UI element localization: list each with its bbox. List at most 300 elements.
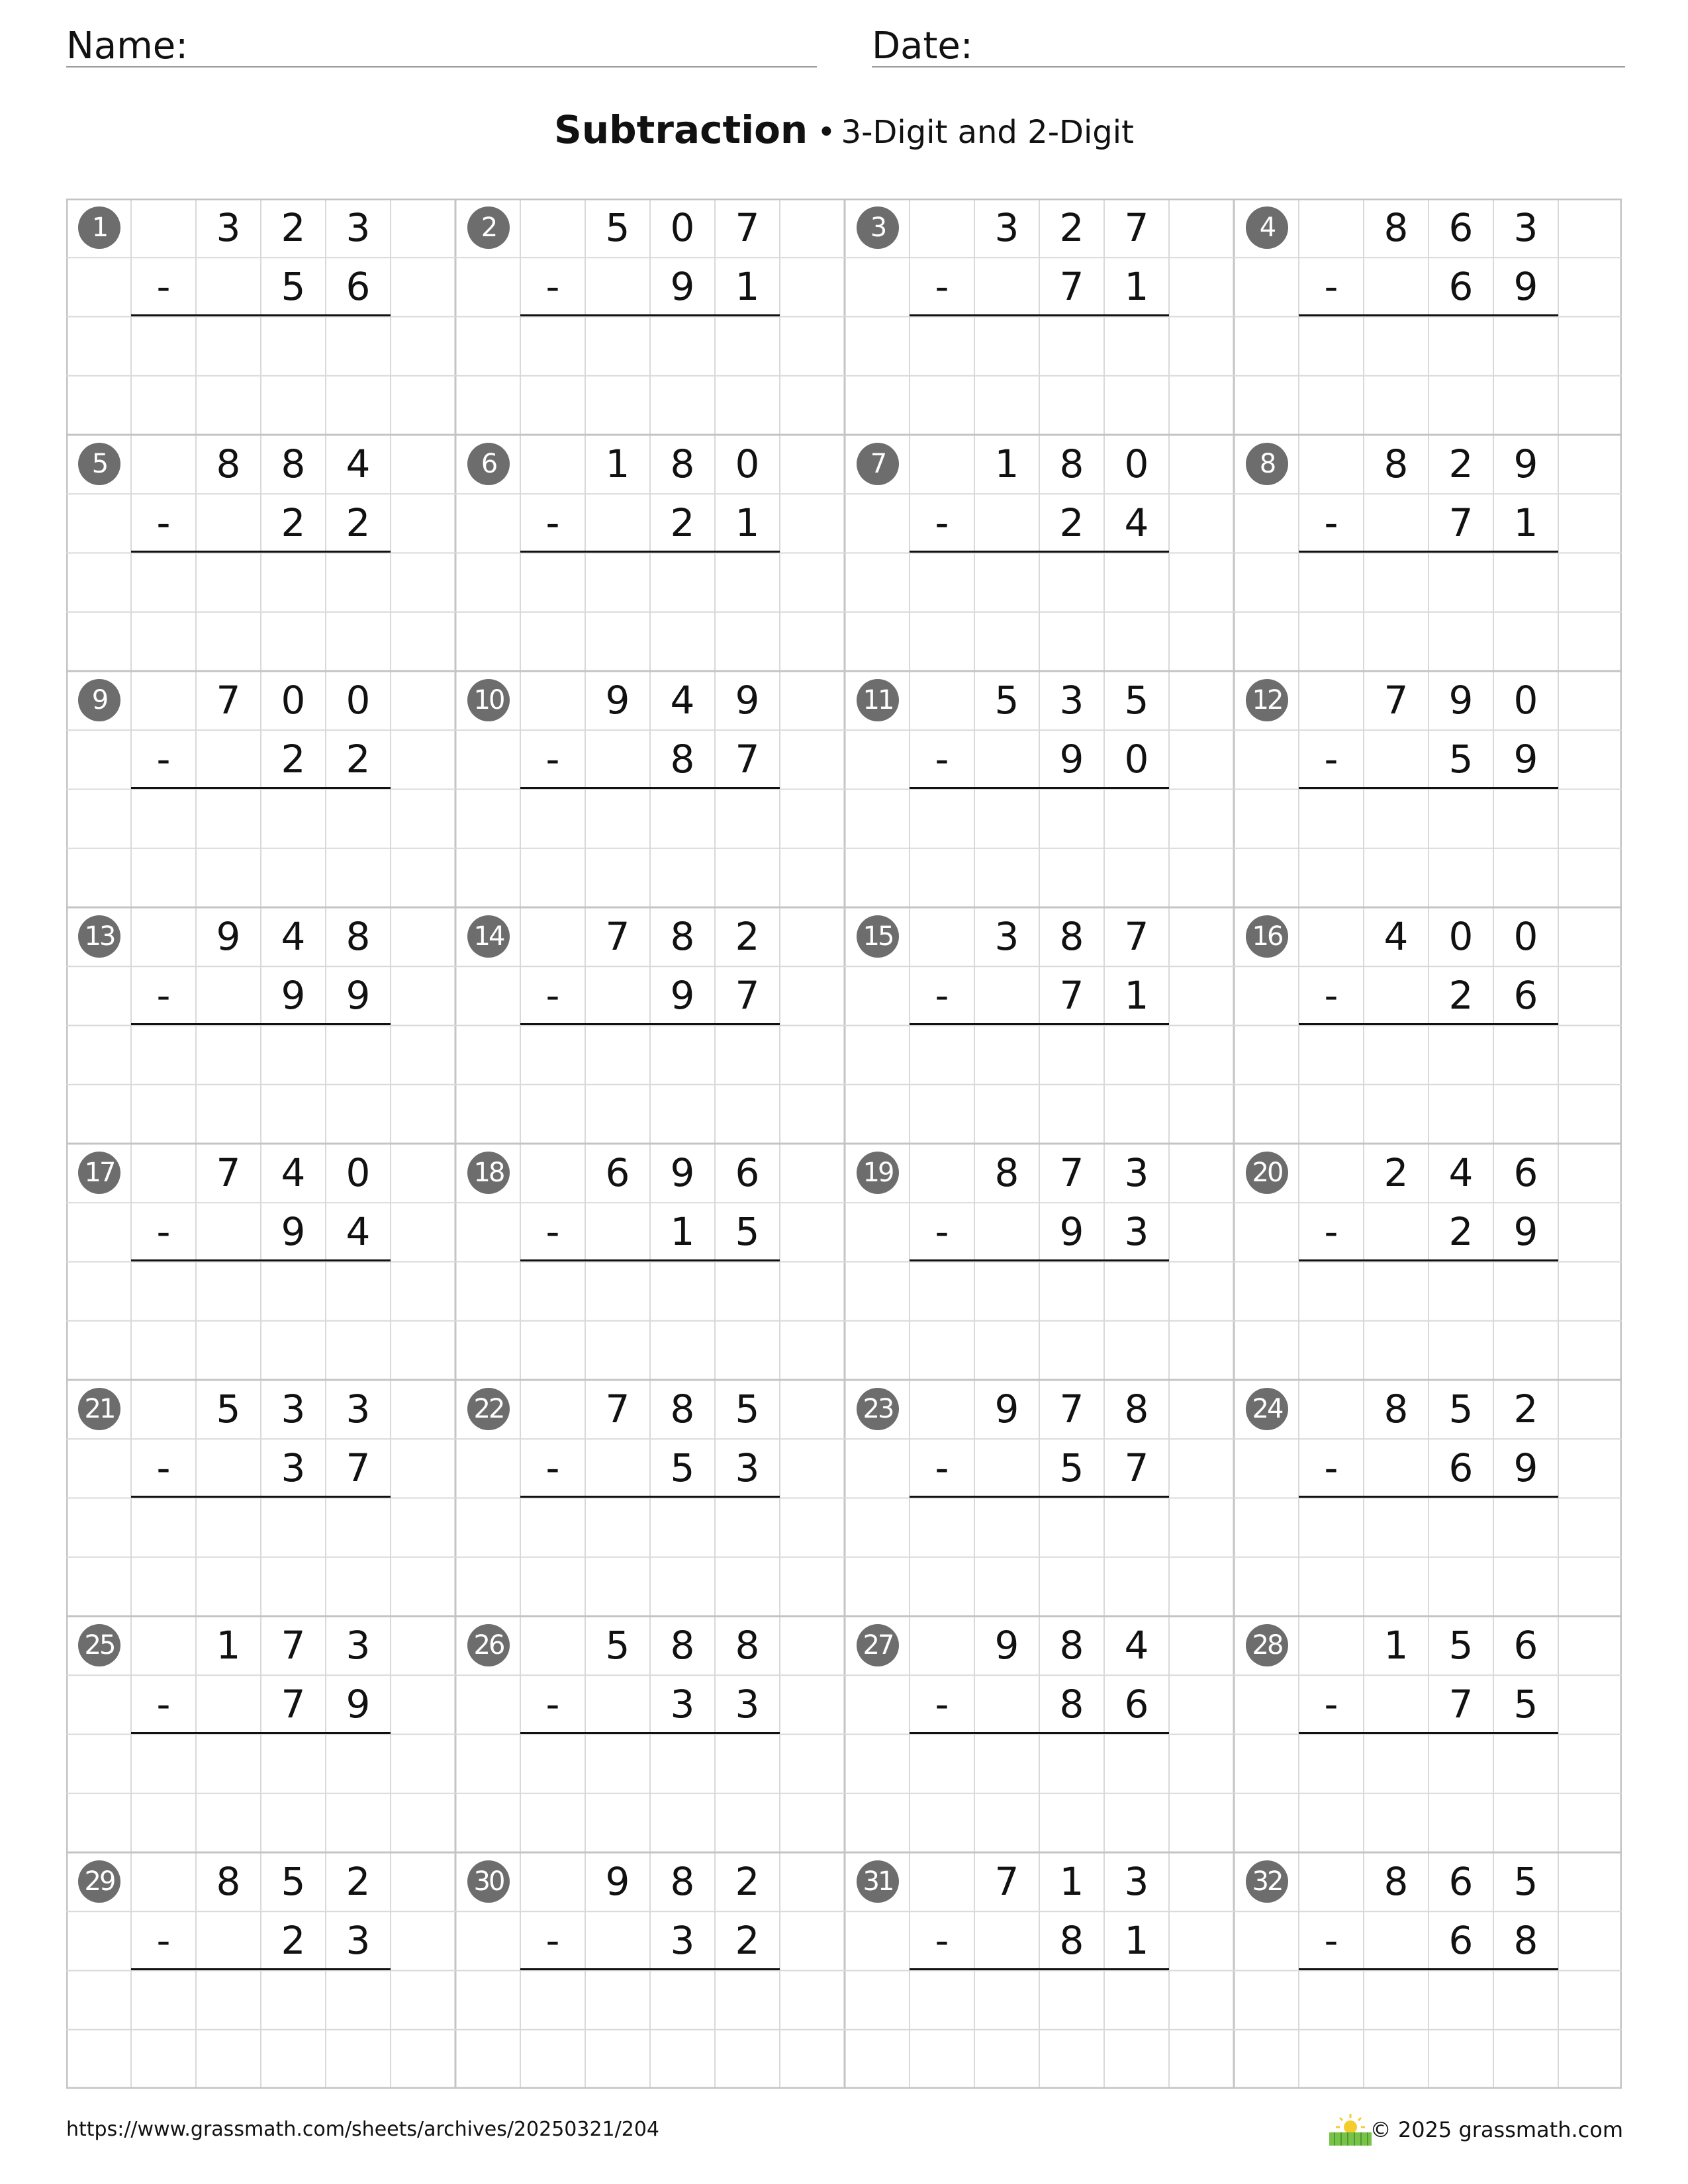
problem-6 [455,435,845,671]
answer-line [131,1968,391,1970]
problem-12 [1234,671,1623,907]
minuend-digit: 7 [1124,205,1149,250]
minus-sign: - [935,1918,949,1963]
problem-number-badge: 6 [467,443,510,485]
answer-line [1299,1023,1558,1025]
minuend-digit: 2 [346,1859,371,1904]
answer-line [131,1732,391,1734]
problem-3 [845,199,1234,435]
subtrahend-digit: 3 [1124,1209,1149,1254]
minus-sign: - [156,1445,171,1490]
minuend-digit: 1 [994,441,1019,486]
minuend-digit: 2 [1059,205,1084,250]
minus-sign: - [1324,1682,1338,1727]
minus-sign: - [1324,500,1338,545]
problem-number-badge: 20 [1246,1152,1288,1194]
name-field[interactable] [66,20,817,68]
problem-number-badge: 26 [467,1624,510,1666]
answer-line [910,1968,1169,1970]
subtrahend-digit: 7 [1059,973,1084,1018]
minuend-digit: 9 [1513,441,1538,486]
problem-number-badge: 23 [857,1388,899,1430]
minuend-digit: 5 [281,1859,306,1904]
minuend-digit: 4 [346,441,371,486]
problem-number-badge: 7 [857,443,899,485]
minuend-digit: 7 [1059,1150,1084,1195]
minuend-digit: 9 [216,914,241,959]
problem-13 [66,907,455,1144]
subtrahend-digit: 8 [1059,1682,1084,1727]
problem-number-badge: 3 [857,206,899,249]
subtrahend-digit: 7 [1448,500,1474,545]
minuend-digit: 0 [1448,914,1474,959]
subtrahend-digit: 4 [346,1209,371,1254]
subtrahend-digit: 9 [670,973,695,1018]
minuend-digit: 6 [1448,205,1474,250]
minuend-digit: 2 [1383,1150,1409,1195]
minus-sign: - [545,1918,560,1963]
minus-sign: - [545,973,560,1018]
subtrahend-digit: 5 [735,1209,760,1254]
problem-number-badge: 13 [78,915,120,958]
subtrahend-digit: 5 [1513,1682,1538,1727]
minuend-digit: 4 [1448,1150,1474,1195]
subtrahend-digit: 1 [1124,973,1149,1018]
answer-line [910,1732,1169,1734]
subtrahend-digit: 9 [1513,1445,1538,1490]
problem-10 [455,671,845,907]
minuend-digit: 5 [1124,678,1149,723]
minuend-digit: 7 [216,1150,241,1195]
minuend-digit: 8 [1383,1387,1409,1432]
subtrahend-digit: 2 [1059,500,1084,545]
answer-line [131,1496,391,1498]
minuend-digit: 7 [605,914,630,959]
subtrahend-digit: 9 [1059,737,1084,782]
minuend-digit: 0 [281,678,306,723]
minuend-digit: 5 [1448,1623,1474,1668]
subtrahend-digit: 1 [670,1209,695,1254]
minuend-digit: 1 [216,1623,241,1668]
answer-line [520,1259,780,1261]
subtrahend-digit: 5 [281,264,306,309]
subtrahend-digit: 2 [281,737,306,782]
minuend-digit: 7 [216,678,241,723]
date-underline [872,66,1625,68]
problem-number-badge: 19 [857,1152,899,1194]
subtrahend-digit: 0 [1124,737,1149,782]
minuend-digit: 3 [216,205,241,250]
answer-line [131,1023,391,1025]
subtrahend-digit: 1 [735,500,760,545]
answer-line [520,1968,780,1970]
answer-line [520,1732,780,1734]
subtrahend-digit: 9 [1059,1209,1084,1254]
minuend-digit: 8 [1059,1623,1084,1668]
grass-sun-logo-icon [1325,2113,1376,2147]
problem-number-badge: 4 [1246,206,1288,249]
name-underline [66,66,817,68]
minuend-digit: 2 [1513,1387,1538,1432]
minuend-digit: 8 [670,1623,695,1668]
minuend-digit: 2 [281,205,306,250]
problem-31 [845,1852,1234,2089]
minus-sign: - [156,1918,171,1963]
subtrahend-digit: 8 [670,737,695,782]
problem-4 [1234,199,1623,435]
subtrahend-digit: 5 [670,1445,695,1490]
minuend-digit: 8 [1383,205,1409,250]
minuend-digit: 6 [1513,1623,1538,1668]
subtrahend-digit: 2 [281,1918,306,1963]
subtrahend-digit: 3 [281,1445,306,1490]
minuend-digit: 3 [1513,205,1538,250]
title-subtitle: 3-Digit and 2-Digit [841,114,1134,151]
subtrahend-digit: 6 [346,264,371,309]
minuend-digit: 6 [1513,1150,1538,1195]
problem-14 [455,907,845,1144]
answer-line [1299,314,1558,316]
minuend-digit: 7 [994,1859,1019,1904]
minuend-digit: 0 [346,1150,371,1195]
answer-line [1299,1968,1558,1970]
problem-number-badge: 31 [857,1860,899,1903]
problem-number-badge: 18 [467,1152,510,1194]
minuend-digit: 7 [735,205,760,250]
minuend-digit: 3 [1124,1859,1149,1904]
footer-url[interactable]: https://www.grassmath.com/sheets/archives/20250321/204 [66,2118,660,2141]
minuend-digit: 8 [670,1387,695,1432]
minuend-digit: 4 [281,914,306,959]
title-bullet: • [817,114,836,151]
subtrahend-digit: 7 [281,1682,306,1727]
minus-sign: - [156,1682,171,1727]
minus-sign: - [935,1209,949,1254]
minuend-digit: 2 [735,1859,760,1904]
subtrahend-digit: 9 [1513,1209,1538,1254]
minuend-digit: 8 [670,914,695,959]
minuend-digit: 1 [605,441,630,486]
problem-number-badge: 22 [467,1388,510,1430]
problem-23 [845,1380,1234,1616]
footer-copyright: © 2025 grassmath.com [1370,2117,1623,2142]
minuend-digit: 7 [1059,1387,1084,1432]
minuend-digit: 0 [1124,441,1149,486]
subtrahend-digit: 7 [735,737,760,782]
minuend-digit: 5 [605,205,630,250]
title-main: Subtraction [554,107,808,152]
subtrahend-digit: 9 [346,1682,371,1727]
problem-25 [66,1616,455,1852]
subtrahend-digit: 2 [735,1918,760,1963]
subtrahend-digit: 9 [1513,737,1538,782]
problem-number-badge: 12 [1246,679,1288,721]
problem-19 [845,1144,1234,1380]
answer-line [910,1023,1169,1025]
problem-number-badge: 9 [78,679,120,721]
subtrahend-digit: 5 [1448,737,1474,782]
minuend-digit: 3 [994,914,1019,959]
answer-line [520,1496,780,1498]
problem-20 [1234,1144,1623,1380]
answer-line [131,787,391,789]
minus-sign: - [1324,264,1338,309]
problem-number-badge: 10 [467,679,510,721]
problem-number-badge: 21 [78,1388,120,1430]
minus-sign: - [156,264,171,309]
subtrahend-digit: 9 [346,973,371,1018]
problem-26 [455,1616,845,1852]
subtrahend-digit: 1 [1513,500,1538,545]
minuend-digit: 0 [670,205,695,250]
problem-number-badge: 11 [857,679,899,721]
minuend-digit: 3 [281,1387,306,1432]
minuend-digit: 2 [1448,441,1474,486]
subtrahend-digit: 2 [281,500,306,545]
minuend-digit: 8 [1059,914,1084,959]
minuend-digit: 5 [994,678,1019,723]
answer-line [131,1259,391,1261]
minus-sign: - [545,1445,560,1490]
minuend-digit: 5 [216,1387,241,1432]
minuend-digit: 4 [1383,914,1409,959]
minus-sign: - [935,737,949,782]
problem-30 [455,1852,845,2089]
minuend-digit: 8 [281,441,306,486]
subtrahend-digit: 9 [1513,264,1538,309]
minuend-digit: 5 [1513,1859,1538,1904]
minus-sign: - [156,973,171,1018]
minuend-digit: 9 [735,678,760,723]
minus-sign: - [1324,737,1338,782]
minus-sign: - [156,737,171,782]
problem-32 [1234,1852,1623,2089]
subtrahend-digit: 3 [346,1918,371,1963]
minus-sign: - [156,1209,171,1254]
problem-27 [845,1616,1234,1852]
minuend-digit: 8 [735,1623,760,1668]
problem-29 [66,1852,455,2089]
subtrahend-digit: 1 [735,264,760,309]
minuend-digit: 4 [670,678,695,723]
minuend-digit: 2 [735,914,760,959]
minuend-digit: 8 [670,1859,695,1904]
minus-sign: - [1324,1445,1338,1490]
problem-18 [455,1144,845,1380]
minus-sign: - [935,973,949,1018]
minuend-digit: 4 [1124,1623,1149,1668]
subtrahend-digit: 7 [346,1445,371,1490]
answer-line [520,314,780,316]
subtrahend-digit: 7 [1124,1445,1149,1490]
minuend-digit: 8 [1383,441,1409,486]
problem-number-badge: 28 [1246,1624,1288,1666]
answer-line [910,787,1169,789]
problem-28 [1234,1616,1623,1852]
subtrahend-digit: 8 [1513,1918,1538,1963]
minuend-digit: 6 [605,1150,630,1195]
minuend-digit: 3 [346,205,371,250]
problem-15 [845,907,1234,1144]
subtrahend-digit: 5 [1059,1445,1084,1490]
subtrahend-digit: 9 [281,973,306,1018]
problem-number-badge: 30 [467,1860,510,1903]
minus-sign: - [545,500,560,545]
problem-22 [455,1380,845,1616]
problem-7 [845,435,1234,671]
problem-number-badge: 27 [857,1624,899,1666]
minus-sign: - [1324,1918,1338,1963]
minus-sign: - [935,264,949,309]
minuend-digit: 1 [1059,1859,1084,1904]
problem-number-badge: 24 [1246,1388,1288,1430]
problem-24 [1234,1380,1623,1616]
minuend-digit: 8 [346,914,371,959]
minuend-digit: 3 [1059,678,1084,723]
answer-line [520,787,780,789]
answer-line [1299,787,1558,789]
answer-line [131,551,391,553]
problem-number-badge: 32 [1246,1860,1288,1903]
problem-8 [1234,435,1623,671]
minuend-digit: 9 [994,1387,1019,1432]
minuend-digit: 6 [1448,1859,1474,1904]
minuend-digit: 6 [735,1150,760,1195]
minus-sign: - [935,1682,949,1727]
answer-line [131,314,391,316]
minuend-digit: 9 [1448,678,1474,723]
answer-line [910,1496,1169,1498]
minuend-digit: 9 [994,1623,1019,1668]
problem-2 [455,199,845,435]
subtrahend-digit: 2 [670,500,695,545]
subtrahend-digit: 2 [1448,1209,1474,1254]
minuend-digit: 8 [1124,1387,1149,1432]
subtrahend-digit: 3 [670,1918,695,1963]
minuend-digit: 0 [735,441,760,486]
minus-sign: - [545,1209,560,1254]
minuend-digit: 3 [346,1623,371,1668]
problem-5 [66,435,455,671]
subtrahend-digit: 6 [1448,1918,1474,1963]
minuend-digit: 3 [994,205,1019,250]
minus-sign: - [545,737,560,782]
worksheet-title [0,106,1688,163]
answer-line [520,1023,780,1025]
minuend-digit: 0 [1513,678,1538,723]
minuend-digit: 1 [1383,1623,1409,1668]
minus-sign: - [545,1682,560,1727]
minuend-digit: 8 [216,441,241,486]
subtrahend-digit: 2 [346,737,371,782]
answer-line [520,551,780,553]
subtrahend-digit: 9 [281,1209,306,1254]
minuend-digit: 8 [216,1859,241,1904]
subtrahend-digit: 7 [1448,1682,1474,1727]
minuend-digit: 7 [1383,678,1409,723]
subtrahend-digit: 8 [1059,1918,1084,1963]
minuend-digit: 0 [1513,914,1538,959]
subtrahend-digit: 2 [346,500,371,545]
problem-9 [66,671,455,907]
subtrahend-digit: 2 [1448,973,1474,1018]
problem-number-badge: 14 [467,915,510,958]
answer-line [1299,551,1558,553]
minuend-digit: 9 [605,678,630,723]
subtrahend-digit: 7 [735,973,760,1018]
minuend-digit: 3 [346,1387,371,1432]
date-label: Date: [872,24,973,68]
subtrahend-digit: 1 [1124,264,1149,309]
minuend-digit: 5 [1448,1387,1474,1432]
answer-line [1299,1259,1558,1261]
minuend-digit: 0 [346,678,371,723]
problem-number-badge: 29 [78,1860,120,1903]
subtrahend-digit: 1 [1124,1918,1149,1963]
minus-sign: - [935,500,949,545]
minus-sign: - [156,500,171,545]
problem-number-badge: 25 [78,1624,120,1666]
minuend-digit: 5 [605,1623,630,1668]
problem-16 [1234,907,1623,1144]
answer-line [910,1259,1169,1261]
subtrahend-digit: 6 [1448,264,1474,309]
minus-sign: - [1324,973,1338,1018]
problem-number-badge: 1 [78,206,120,249]
subtrahend-digit: 3 [735,1445,760,1490]
problems-container [66,199,1622,2089]
problem-number-badge: 2 [467,206,510,249]
answer-line [910,551,1169,553]
minus-sign: - [935,1445,949,1490]
minuend-digit: 7 [1124,914,1149,959]
name-label: Name: [66,24,189,68]
subtrahend-digit: 3 [735,1682,760,1727]
minuend-digit: 9 [605,1859,630,1904]
subtrahend-digit: 6 [1448,1445,1474,1490]
problem-17 [66,1144,455,1380]
problem-1 [66,199,455,435]
answer-line [1299,1496,1558,1498]
subtrahend-digit: 6 [1124,1682,1149,1727]
answer-line [910,314,1169,316]
date-field[interactable] [872,20,1625,68]
minuend-digit: 7 [281,1623,306,1668]
problem-grid [66,199,1622,2089]
minuend-digit: 5 [735,1387,760,1432]
minus-sign: - [545,264,560,309]
answer-line [1299,1732,1558,1734]
minuend-digit: 3 [1124,1150,1149,1195]
problem-number-badge: 8 [1246,443,1288,485]
minuend-digit: 9 [670,1150,695,1195]
minus-sign: - [1324,1209,1338,1254]
minuend-digit: 7 [605,1387,630,1432]
problem-11 [845,671,1234,907]
subtrahend-digit: 3 [670,1682,695,1727]
subtrahend-digit: 9 [670,264,695,309]
problem-number-badge: 5 [78,443,120,485]
problem-number-badge: 15 [857,915,899,958]
minuend-digit: 8 [670,441,695,486]
problem-number-badge: 17 [78,1152,120,1194]
subtrahend-digit: 6 [1513,973,1538,1018]
subtrahend-digit: 7 [1059,264,1084,309]
subtrahend-digit: 4 [1124,500,1149,545]
problem-number-badge: 16 [1246,915,1288,958]
minuend-digit: 8 [1059,441,1084,486]
minuend-digit: 4 [281,1150,306,1195]
